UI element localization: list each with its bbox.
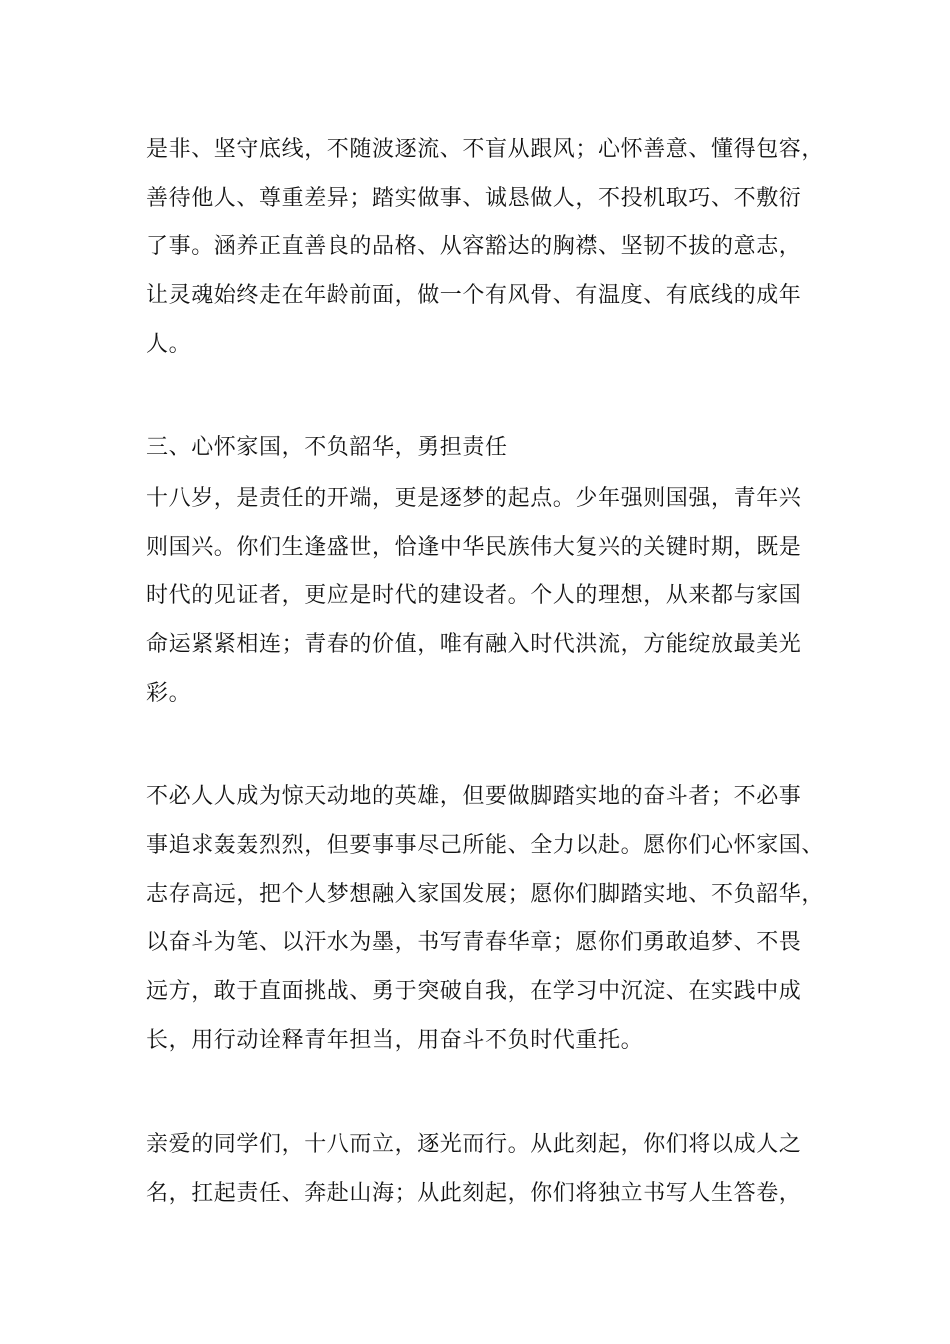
paragraph-1-line-3: 了事。涵养正直善良的品格、从容豁达的胸襟、坚韧不拔的意志， — [146, 234, 802, 259]
paragraph-1-line-1: 是非、坚守底线，不随波逐流、不盲从跟风；心怀善意、懂得包容， — [146, 137, 825, 162]
paragraph-3-line-3: 志存高远，把个人梦想融入家国发展；愿你们脚踏实地、不负韶华， — [146, 882, 825, 907]
paragraph-3-line-2: 事追求轰轰烈烈，但要事事尽己所能、全力以赴。愿你们心怀家国、 — [146, 833, 825, 858]
paragraph-2-line-1: 十八岁，是责任的开端，更是逐梦的起点。少年强则国强，青年兴 — [146, 486, 802, 511]
paragraph-1-line-5: 人。 — [146, 332, 192, 357]
paragraph-3-line-4: 以奋斗为笔、以汗水为墨，书写青春华章；愿你们勇敢追梦、不畏 — [146, 930, 802, 955]
paragraph-3-line-6: 长，用行动诠释青年担当，用奋斗不负时代重托。 — [146, 1028, 644, 1053]
paragraph-3-line-1: 不必人人成为惊天动地的英雄，但要做脚踏实地的奋斗者；不必事 — [146, 784, 802, 809]
section-heading: 三、心怀家国，不负韶华，勇担责任 — [146, 435, 508, 460]
paragraph-1-line-4: 让灵魂始终走在年龄前面，做一个有风骨、有温度、有底线的成年 — [146, 283, 802, 308]
paragraph-3-line-5: 远方，敢于直面挑战、勇于突破自我，在学习中沉淀、在实践中成 — [146, 979, 802, 1004]
paragraph-4-line-2: 名，扛起责任、奔赴山海；从此刻起，你们将独立书写人生答卷， — [146, 1181, 802, 1206]
paragraph-2-line-2: 则国兴。你们生逢盛世，恰逢中华民族伟大复兴的关键时期，既是 — [146, 535, 802, 560]
paragraph-4-line-1: 亲爱的同学们，十八而立，逐光而行。从此刻起，你们将以成人之 — [146, 1132, 802, 1157]
paragraph-1-line-2: 善待他人、尊重差异；踏实做事、诚恳做人，不投机取巧、不敷衍 — [146, 186, 802, 211]
paragraph-2-line-3: 时代的见证者，更应是时代的建设者。个人的理想，从来都与家国 — [146, 583, 802, 608]
paragraph-2-line-5: 彩。 — [146, 681, 192, 706]
paragraph-2-line-4: 命运紧紧相连；青春的价值，唯有融入时代洪流，方能绽放最美光 — [146, 632, 802, 657]
